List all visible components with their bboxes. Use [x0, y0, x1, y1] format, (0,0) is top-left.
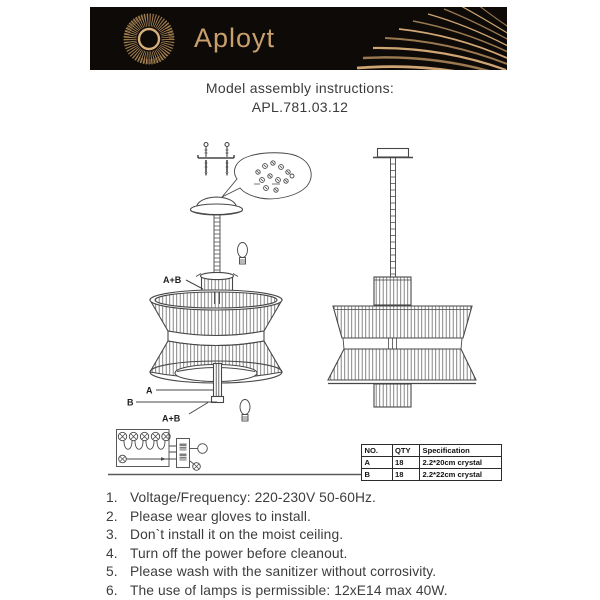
item-number: 2. — [106, 508, 118, 524]
item-text: Turn off the power before cleanout. — [130, 545, 348, 561]
item-text: Please wash with the sanitizer without corrosivity. — [130, 564, 437, 580]
list-item — [106, 545, 526, 564]
candle-bulb-icon — [238, 243, 248, 265]
crystal-hub-drawing — [374, 277, 411, 305]
cell-no: A — [362, 457, 393, 469]
item-number: 1. — [106, 490, 118, 505]
label-hub-top: A+B — [163, 275, 182, 285]
col-header-no: NO. — [362, 445, 393, 457]
list-item — [106, 582, 526, 600]
item-text: Please wear gloves to install. — [130, 508, 311, 524]
list-item — [106, 563, 526, 582]
item-text: Don`t install it on the moist ceiling. — [130, 527, 344, 543]
candle-bulb-icon — [240, 400, 250, 422]
instructions-list — [106, 489, 526, 600]
page-title — [0, 79, 600, 116]
cell-qty: 18 — [392, 469, 420, 481]
label-part-ab: A+B — [162, 413, 181, 424]
item-text: Voltage/Frequency: 220-230V 50-60Hz. — [130, 490, 376, 505]
item-number: 3. — [106, 527, 118, 543]
waist-drawing — [343, 338, 462, 349]
wiring-diagram — [117, 430, 208, 471]
table-row — [362, 469, 502, 481]
bottom-column-drawing — [374, 384, 411, 407]
list-item — [106, 526, 526, 545]
item-text: The use of lamps is permissible: 12xE14 max 40W. — [130, 582, 448, 598]
item-number: 4. — [106, 545, 118, 561]
upper-tier-drawing — [333, 306, 472, 338]
center-rod-drawing — [212, 364, 224, 403]
list-item — [106, 489, 526, 508]
list-item — [106, 508, 526, 527]
table-row — [362, 457, 502, 469]
item-number: 6. — [106, 582, 118, 598]
ceiling-plate-drawing — [373, 149, 413, 158]
col-header-qty: QTY — [392, 445, 420, 457]
threaded-rod-drawing — [214, 214, 220, 272]
assembly-drawing — [90, 135, 510, 485]
hardware-kit-callout — [222, 153, 311, 199]
mounting-bracket-drawing — [198, 143, 234, 176]
brand-name: Aployt — [194, 23, 276, 53]
parts-table-header-row — [362, 445, 502, 457]
chain-drawing — [391, 158, 396, 277]
item-number: 5. — [106, 564, 118, 580]
lower-tier-drawing — [328, 349, 476, 384]
gold-rays-decoration — [355, 7, 507, 70]
parts-table — [361, 444, 502, 481]
starburst-logo-icon — [116, 7, 182, 70]
model-number: APL.781.03.12 — [251, 98, 349, 115]
screw-pack-icon — [254, 161, 294, 192]
col-header-spec: Specification — [420, 445, 502, 457]
label-part-b: B — [127, 397, 134, 408]
cell-qty: 18 — [392, 457, 420, 469]
canopy-drawing — [191, 197, 243, 215]
cell-spec: 2.2*20cm crystal — [420, 457, 502, 469]
brand-banner — [90, 7, 507, 70]
chandelier-elevation-drawing — [328, 149, 476, 408]
terminal-screws — [118, 432, 170, 440]
title-line: Model assembly instructions: — [205, 80, 395, 96]
shade-upper-tier-drawing — [150, 290, 282, 336]
cell-no: B — [362, 469, 393, 481]
cell-spec: 2.2*22cm crystal — [420, 469, 502, 481]
label-part-a: A — [146, 385, 153, 396]
